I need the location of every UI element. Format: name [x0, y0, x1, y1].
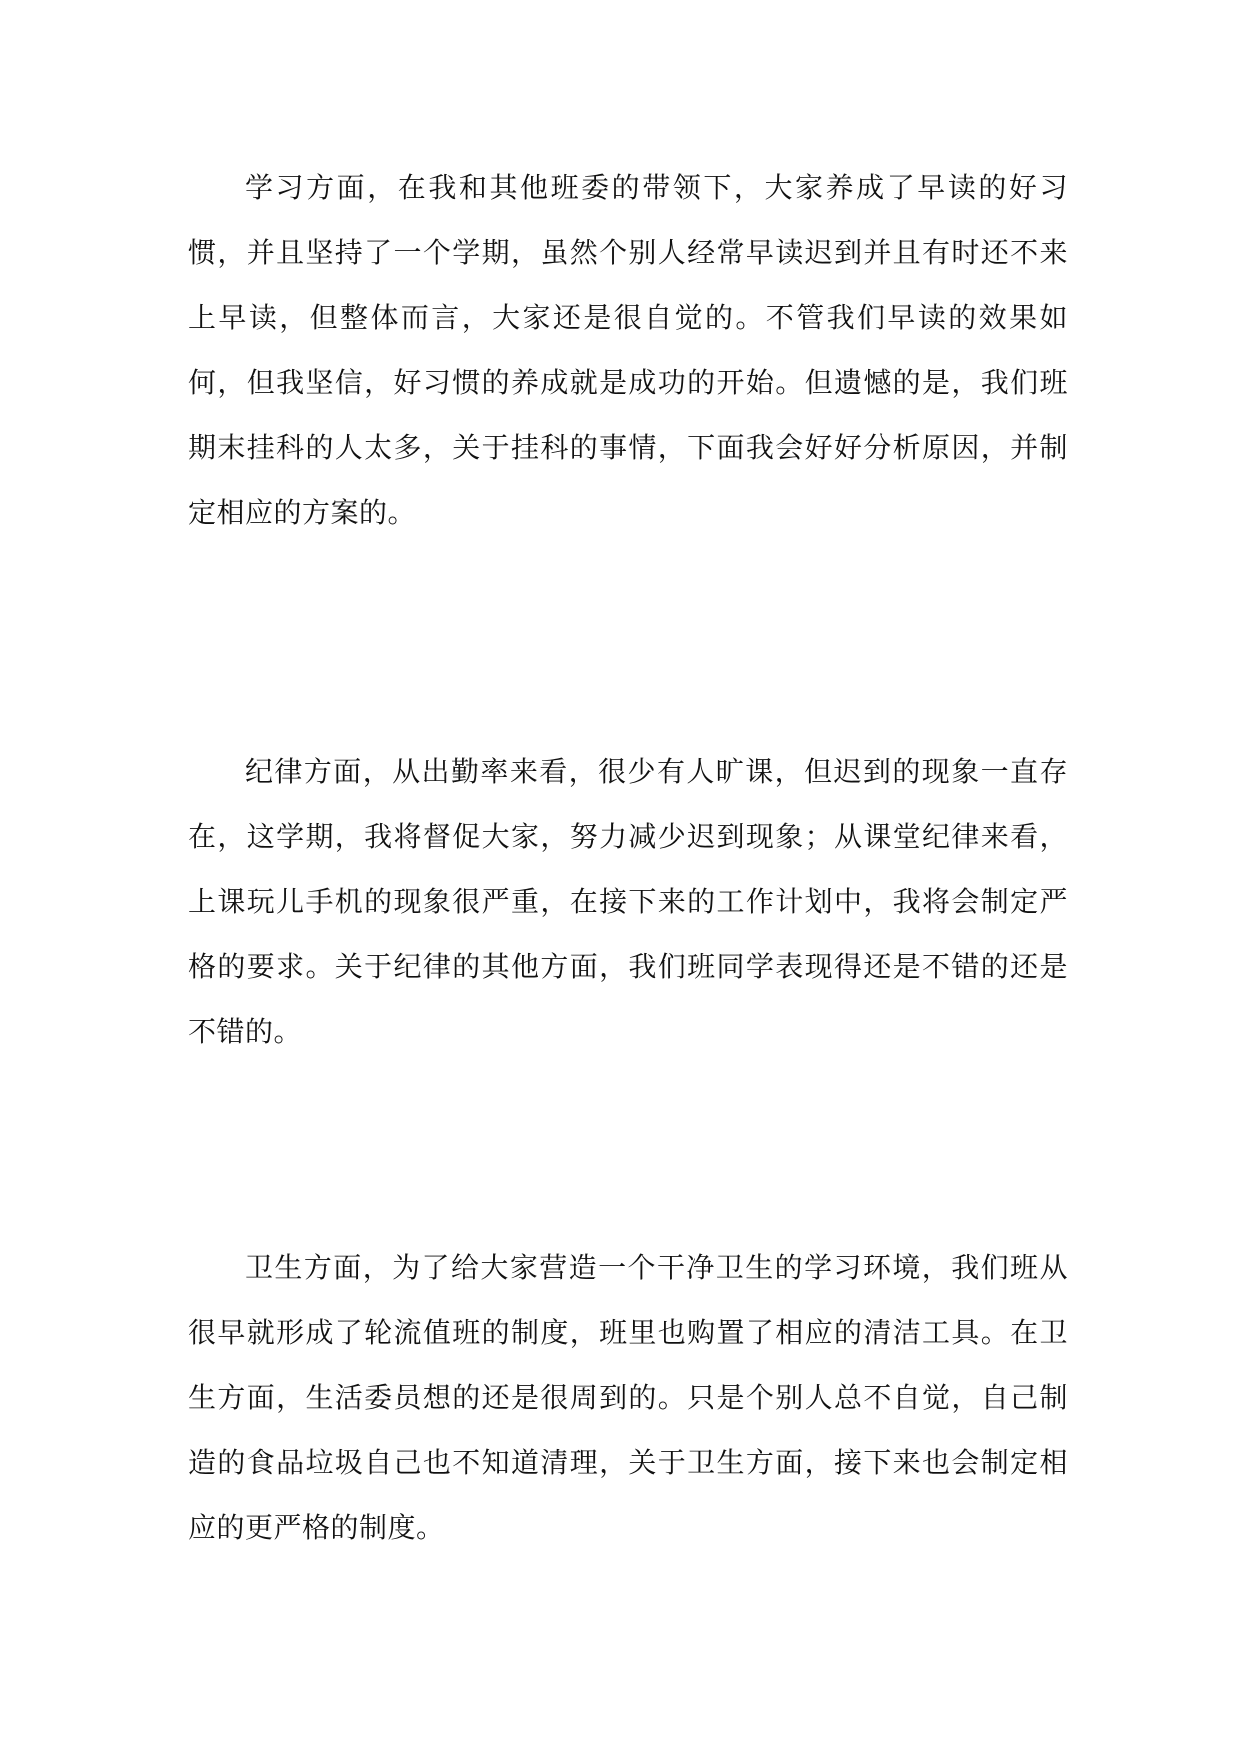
- paragraph-discipline: 纪律方面，从出勤率来看，很少有人旷课，但迟到的现象一直存在，这学期，我将督促大家，努力减少迟到现象；从课堂纪律来看，上课玩儿手机的现象很严重，在接下来的工作计划中，我将会制定严格的要求。关于纪律的其他方面，我们班同学表现得还是不错的还是不错的。: [188, 755, 1068, 1048]
- paragraph-study: 学习方面，在我和其他班委的带领下，大家养成了早读的好习惯，并且坚持了一个学期，虽然个别人经常早读迟到并且有时还不来上早读，但整体而言，大家还是很自觉的。不管我们早读的效果如何，但我坚信，好习惯的养成就是成功的开始。但遗憾的是，我们班期末挂科的人太多，关于挂科的事情，下面我会好好分析原因，并制定相应的方案的。: [188, 171, 1068, 529]
- paragraph-hygiene: 卫生方面，为了给大家营造一个干净卫生的学习环境，我们班从很早就形成了轮流值班的制度，班里也购置了相应的清洁工具。在卫生方面，生活委员想的还是很周到的。只是个别人总不自觉，自己制造的食品垃圾自己也不知道清理，关于卫生方面，接下来也会制定相应的更严格的制度。: [188, 1251, 1068, 1544]
